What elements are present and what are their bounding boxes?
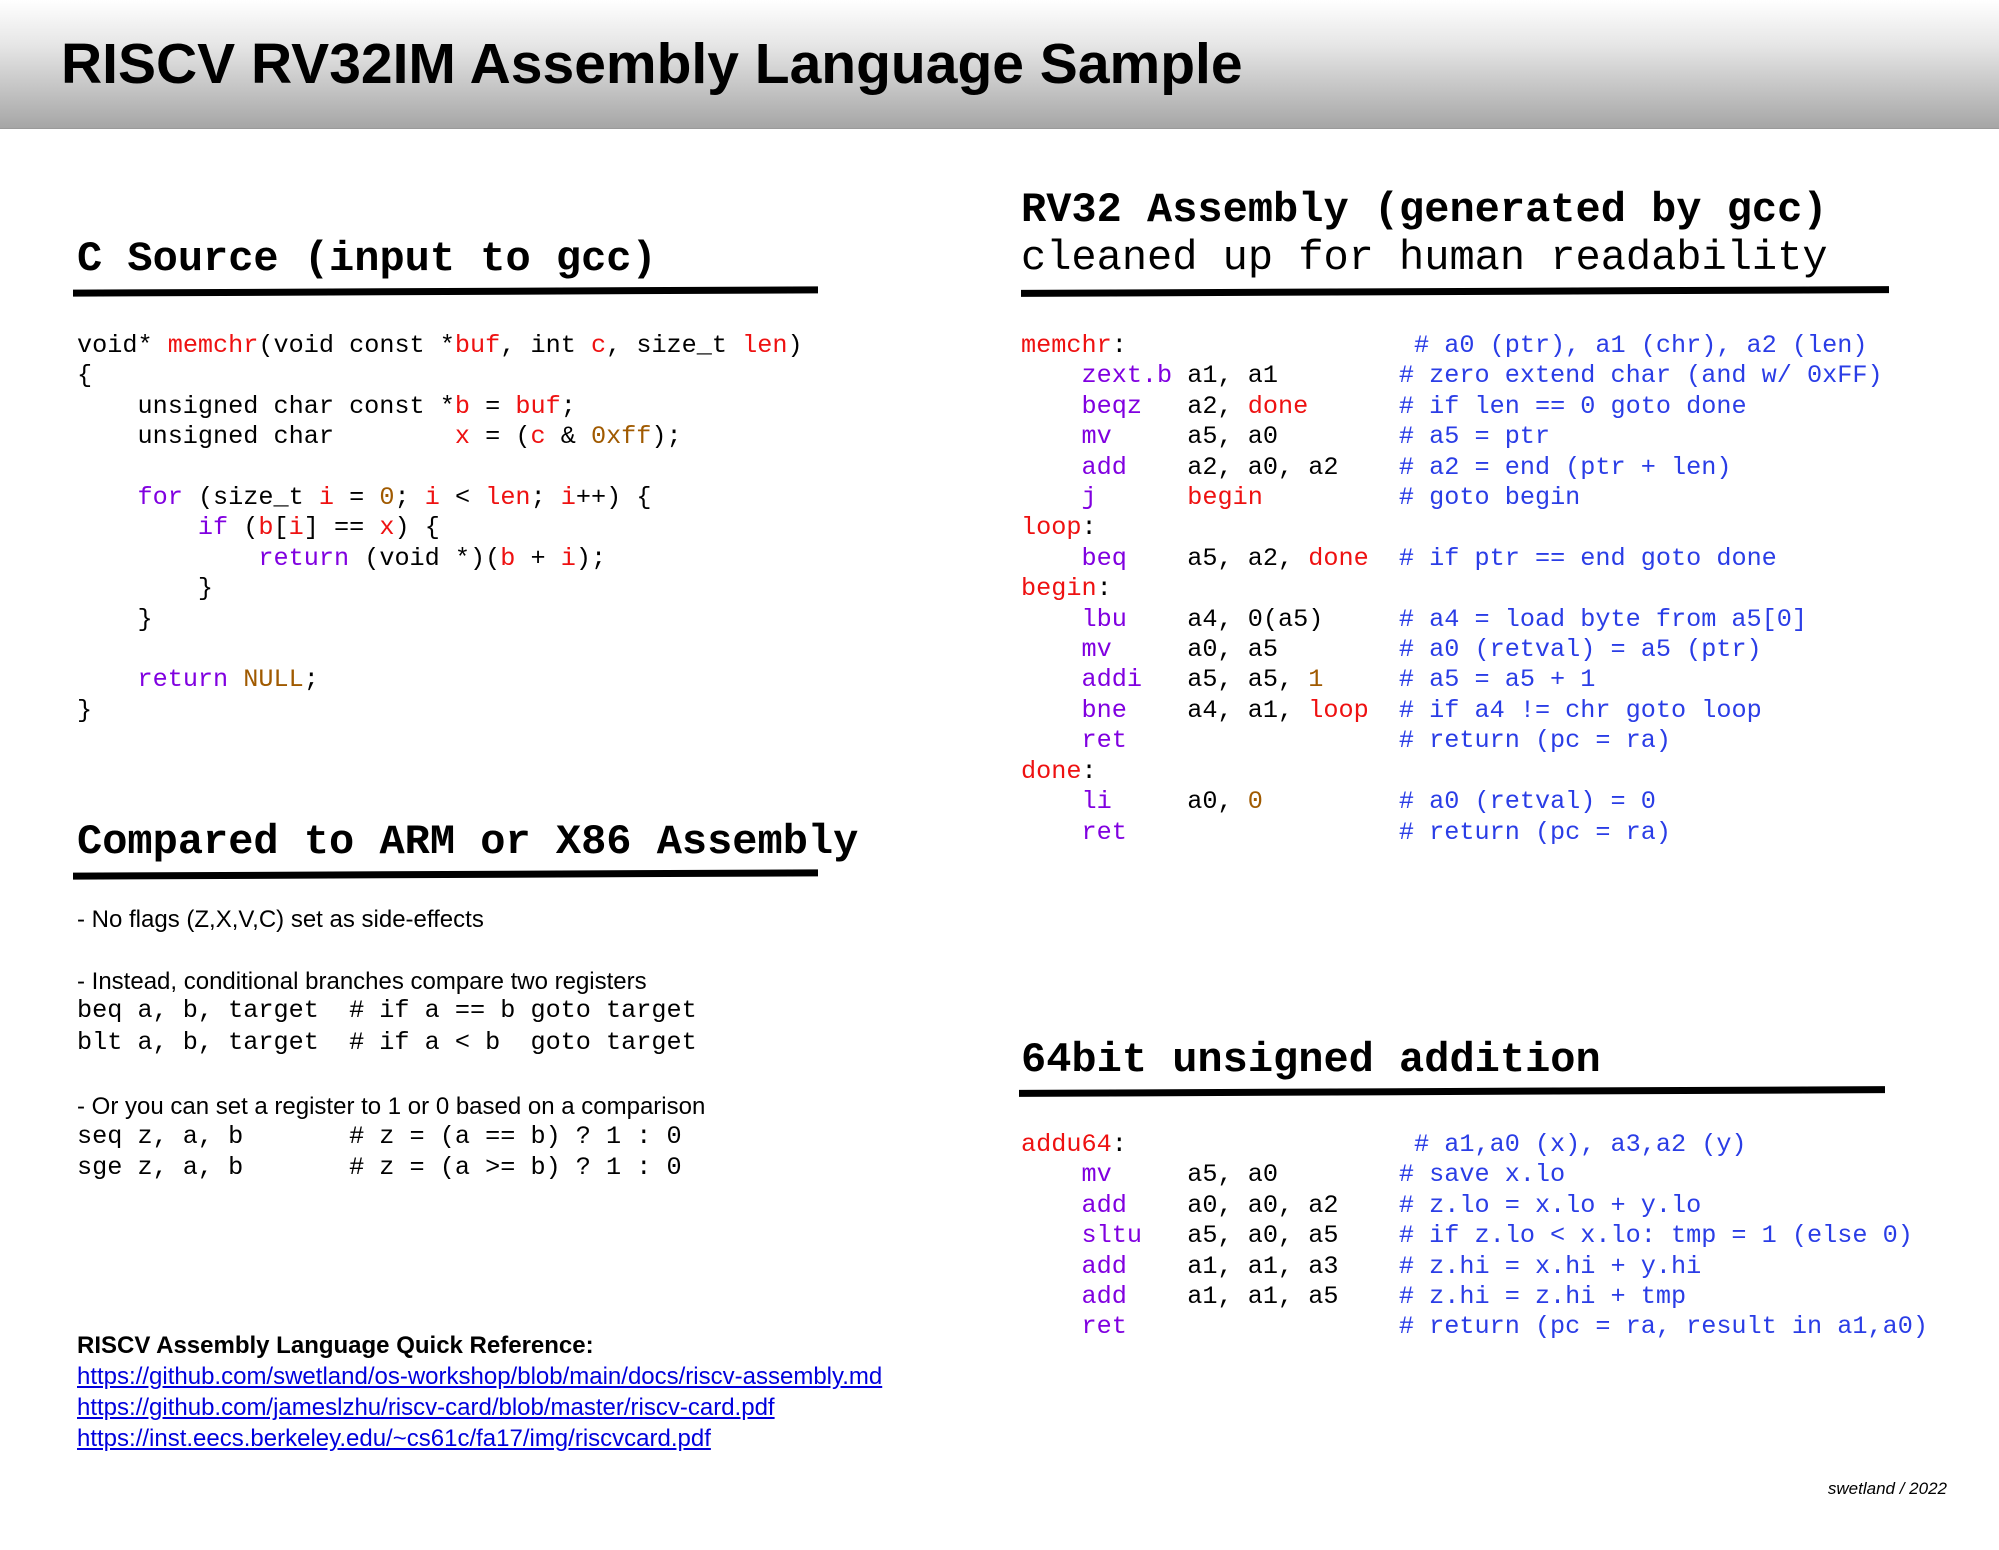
code-comment: # z.hi = x.hi + y.hi <box>1398 1251 1702 1281</box>
code-text <box>1021 453 1081 482</box>
code-text <box>1127 818 1399 847</box>
code-comment: # return (pc = ra) <box>1398 726 1671 756</box>
code-text: unsigned char <box>77 422 455 452</box>
code-line <box>77 331 803 360</box>
code-line <box>77 574 213 603</box>
code-keyword: ret <box>1081 726 1127 756</box>
code-comment: # save x.lo <box>1398 1160 1566 1190</box>
code-keyword: beq <box>1081 543 1127 573</box>
code-text: a5, a2, <box>1126 543 1309 573</box>
code-number: 0 <box>379 483 395 513</box>
code-keyword: mv <box>1081 1160 1112 1190</box>
code-identifier: b <box>258 513 274 543</box>
code-line <box>1021 1130 1747 1159</box>
code-text <box>1021 1282 1081 1311</box>
code-text: } <box>77 695 93 725</box>
code-text <box>1097 483 1188 512</box>
code-text: ( <box>228 513 259 543</box>
code-text: a2, <box>1141 391 1248 421</box>
code-text: ; <box>303 665 319 695</box>
code-keyword: addi <box>1081 665 1142 695</box>
code-keyword: ret <box>1081 1312 1127 1342</box>
code-line <box>1021 361 1883 390</box>
code-comment: # if z.lo < x.lo: tmp = 1 (else 0) <box>1398 1221 1913 1251</box>
code-identifier: done <box>1247 391 1309 421</box>
code-line <box>77 483 652 512</box>
code-comment: # return (pc = ra, result in a1,a0) <box>1398 1312 1928 1342</box>
code-text: a1, a1, a3 <box>1126 1251 1399 1281</box>
code-text <box>1263 483 1399 512</box>
code-text: , size_t <box>606 331 743 360</box>
code-identifier: x <box>454 422 470 452</box>
code-line <box>77 513 440 542</box>
code-identifier: i <box>424 483 440 513</box>
code-keyword: mv <box>1081 422 1112 452</box>
code-text: , int <box>500 331 591 360</box>
code-text: ); <box>575 543 607 573</box>
code-comment: # return (pc = ra) <box>1398 817 1671 847</box>
code-keyword: mv <box>1081 635 1112 665</box>
compare-heading-rule <box>73 869 818 879</box>
code-text <box>228 665 243 694</box>
code-text: a2, a0, a2 <box>1126 452 1399 482</box>
code-identifier: memchr <box>1021 331 1112 360</box>
code-identifier: c <box>530 422 546 452</box>
code-text: ); <box>651 422 682 452</box>
code-text <box>1021 483 1081 512</box>
code-text <box>1369 544 1399 573</box>
code-line <box>1021 726 1671 755</box>
code-keyword: return <box>258 543 350 573</box>
code-line <box>1021 574 1112 603</box>
reference-link-riscv-card[interactable]: https://github.com/jameslzhu/riscv-card/blob/master/riscv-card.pdf <box>77 1394 775 1421</box>
code-text <box>1021 1252 1081 1281</box>
code-line <box>1021 422 1550 451</box>
code-keyword: add <box>1081 1282 1127 1312</box>
code-text <box>1021 1191 1081 1220</box>
code-text: a1, a1 <box>1172 361 1399 391</box>
code-text: a4, 0(a5) <box>1126 604 1399 634</box>
code-comment: # a5 = a5 + 1 <box>1398 665 1596 695</box>
code-text <box>1263 787 1399 816</box>
code-text: [ <box>273 513 289 543</box>
code-comment: # if ptr == end goto done <box>1398 543 1777 573</box>
code-text: = <box>470 391 516 421</box>
code-identifier: b <box>500 543 516 573</box>
no-flags-note: - No flags (Z,X,V,C) set as side-effects <box>77 906 484 933</box>
code-text <box>1021 696 1081 725</box>
asm-heading-rule <box>1021 286 1889 297</box>
code-identifier: b <box>454 391 470 421</box>
code-line <box>1021 605 1807 634</box>
code-line <box>1021 483 1580 512</box>
code-text: ; <box>560 391 576 421</box>
code-identifier: done <box>1021 756 1082 786</box>
code-text: } <box>77 574 214 604</box>
code-comment: # a0 (ptr), a1 (chr), a2 (len) <box>1414 331 1868 360</box>
code-text: a4, a1, <box>1126 695 1309 725</box>
code-text: a5, a5, <box>1141 665 1309 695</box>
code-text: = ( <box>470 422 531 452</box>
code-comment: # a2 = end (ptr + len) <box>1398 452 1732 482</box>
code-text <box>1021 1160 1081 1189</box>
code-comment: # a0 (retval) = 0 <box>1398 787 1656 817</box>
code-keyword: lbu <box>1081 604 1127 634</box>
reference-link-os-workshop[interactable]: https://github.com/swetland/os-workshop/blob/main/docs/riscv-assembly.md <box>77 1363 883 1390</box>
code-line <box>1021 635 1762 664</box>
code-line <box>1021 331 1867 360</box>
code-text: ] == <box>303 513 380 543</box>
code-line <box>1021 1312 1928 1341</box>
code-identifier: done <box>1308 543 1369 573</box>
code-line <box>1021 818 1671 847</box>
code-text: } <box>77 604 153 634</box>
code-identifier: c <box>590 331 607 360</box>
code-text: : <box>1081 756 1097 786</box>
c-source-heading-rule <box>73 286 818 296</box>
code-text: (size_t <box>182 483 319 513</box>
code-text: : <box>1081 513 1097 543</box>
addition-heading-rule <box>1019 1086 1885 1097</box>
code-line <box>1021 757 1097 786</box>
code-text: { <box>77 361 93 391</box>
blt-example: blt a, b, target # if a < b goto target <box>77 1028 697 1057</box>
code-text: a5, a0, a5 <box>1141 1221 1399 1251</box>
code-keyword: return <box>137 665 229 695</box>
code-line <box>77 361 92 390</box>
c-source-code <box>77 331 803 726</box>
author-credit: swetland / 2022 <box>1827 1479 1947 1498</box>
code-text <box>1021 787 1081 816</box>
code-identifier: i <box>560 543 576 573</box>
addition-code <box>1021 1130 1928 1343</box>
title-banner <box>0 0 1999 129</box>
code-text: unsigned char const * <box>77 391 455 421</box>
code-text <box>1021 818 1081 847</box>
code-text <box>1021 544 1081 573</box>
sge-example: sge z, a, b # z = (a >= b) ? 1 : 0 <box>77 1153 682 1182</box>
code-text: ) <box>787 331 803 360</box>
code-identifier: begin <box>1021 574 1097 604</box>
code-identifier: memchr <box>167 331 259 360</box>
code-number: 0 <box>1247 787 1263 817</box>
code-line <box>1021 1221 1913 1250</box>
code-comment: # a0 (retval) = a5 (ptr) <box>1398 635 1762 665</box>
code-keyword: add <box>1081 452 1127 482</box>
code-line <box>1021 1252 1701 1281</box>
code-text: : <box>1111 331 1415 360</box>
code-identifier: i <box>560 483 576 513</box>
code-keyword: ret <box>1081 817 1127 847</box>
asm-code <box>1021 331 1883 848</box>
code-line <box>1021 696 1762 725</box>
code-comment: # if a4 != chr goto loop <box>1398 695 1762 725</box>
code-text: ; <box>530 483 561 513</box>
code-line <box>1021 392 1747 421</box>
code-text: a1, a1, a5 <box>1126 1282 1399 1312</box>
code-keyword: zext.b <box>1081 361 1173 391</box>
code-text <box>1127 726 1399 755</box>
code-comment: # a5 = ptr <box>1398 422 1551 452</box>
code-comment: # zero extend char (and w/ 0xFF) <box>1398 361 1883 391</box>
set-register-note: - Or you can set a register to 1 or 0 based on a comparison <box>77 1093 706 1120</box>
branches-note: - Instead, conditional branches compare two registers <box>77 968 647 995</box>
code-comment: # if len == 0 goto done <box>1398 391 1747 421</box>
code-line <box>77 392 576 421</box>
reference-link-berkeley-card[interactable]: https://inst.eecs.berkeley.edu/~cs61c/fa17/img/riscvcard.pdf <box>77 1425 711 1452</box>
code-text <box>77 544 258 573</box>
code-keyword: beqz <box>1081 391 1142 421</box>
code-identifier: loop <box>1021 513 1082 543</box>
seq-example: seq z, a, b # z = (a == b) ? 1 : 0 <box>77 1122 682 1151</box>
code-line <box>1021 787 1656 816</box>
code-keyword: li <box>1081 787 1112 817</box>
addition-heading: 64bit unsigned addition <box>1021 1036 1601 1084</box>
asm-subheading: cleaned up for human readability <box>1021 234 1828 282</box>
code-text: ++) { <box>575 483 652 513</box>
code-text: a0, a0, a2 <box>1126 1190 1399 1220</box>
code-line <box>1021 513 1097 542</box>
code-text: : <box>1096 574 1112 604</box>
asm-heading: RV32 Assembly (generated by gcc) <box>1021 186 1828 234</box>
c-source-heading: C Source (input to gcc) <box>77 235 657 283</box>
code-text <box>1021 635 1081 664</box>
reference-block <box>77 1330 882 1454</box>
code-keyword: add <box>1081 1251 1127 1281</box>
code-number: 1 <box>1308 665 1324 695</box>
reference-title: RISCV Assembly Language Quick Reference: <box>77 1332 594 1359</box>
code-text: = <box>334 483 380 513</box>
code-line <box>77 544 606 573</box>
code-text: a0, <box>1111 787 1248 817</box>
code-identifier: x <box>379 513 395 543</box>
page-title: RISCV RV32IM Assembly Language Sample <box>61 32 1243 96</box>
code-text: ; <box>394 483 425 513</box>
code-text <box>1021 1221 1081 1250</box>
code-line <box>77 696 92 725</box>
code-text <box>1021 605 1081 634</box>
code-keyword: add <box>1081 1190 1127 1220</box>
code-text <box>77 665 137 694</box>
code-line <box>1021 1282 1686 1311</box>
code-line <box>77 422 682 451</box>
code-text <box>1323 665 1399 694</box>
code-text <box>1021 665 1081 694</box>
code-text: (void *)( <box>349 543 501 573</box>
code-text: < <box>439 483 486 513</box>
code-comment: # goto begin <box>1398 483 1581 513</box>
code-number: 0xff <box>590 422 652 452</box>
code-text <box>1308 392 1399 421</box>
code-line <box>77 665 319 694</box>
code-text <box>1369 696 1399 725</box>
code-keyword: bne <box>1081 695 1127 725</box>
code-identifier: len <box>742 331 788 360</box>
code-text <box>77 513 198 542</box>
code-identifier: len <box>485 483 531 513</box>
code-text: + <box>515 543 561 573</box>
code-keyword: j <box>1081 483 1097 513</box>
code-identifier: loop <box>1308 695 1369 725</box>
code-text: : <box>1111 1130 1415 1159</box>
code-text <box>1127 1312 1399 1341</box>
compare-heading: Compared to ARM or X86 Assembly <box>77 818 859 866</box>
code-identifier: i <box>318 483 334 513</box>
code-text: void* <box>77 331 168 360</box>
code-line <box>1021 453 1731 482</box>
beq-example: beq a, b, target # if a == b goto target <box>77 996 697 1025</box>
code-line <box>77 605 153 634</box>
code-identifier: buf <box>515 391 561 421</box>
code-text: a5, a0 <box>1111 1160 1399 1190</box>
code-text <box>1021 422 1081 451</box>
code-text: & <box>545 422 591 452</box>
code-keyword: for <box>137 483 183 513</box>
code-keyword: sltu <box>1081 1221 1142 1251</box>
code-comment: # a4 = load byte from a5[0] <box>1398 604 1808 634</box>
code-line <box>1021 665 1595 694</box>
code-identifier: begin <box>1187 483 1263 513</box>
code-keyword: if <box>197 513 229 543</box>
code-line <box>1021 544 1777 573</box>
code-comment: # z.lo = x.lo + y.lo <box>1398 1190 1702 1220</box>
code-text: a0, a5 <box>1111 635 1399 665</box>
code-line <box>1021 1191 1701 1220</box>
code-text <box>1021 392 1081 421</box>
code-comment: # z.hi = z.hi + tmp <box>1398 1282 1687 1312</box>
code-identifier: i <box>288 513 304 543</box>
code-text <box>1021 726 1081 755</box>
code-number: NULL <box>243 665 304 695</box>
code-identifier: buf <box>454 331 501 360</box>
code-text: (void const * <box>258 331 455 360</box>
code-comment: # a1,a0 (x), a3,a2 (y) <box>1414 1130 1747 1159</box>
code-identifier: addu64 <box>1021 1130 1112 1159</box>
code-text: ) { <box>394 513 440 543</box>
code-text: a5, a0 <box>1111 422 1399 452</box>
code-line <box>1021 1160 1565 1189</box>
code-text <box>1021 1312 1081 1341</box>
code-text <box>77 483 137 512</box>
code-text <box>1021 361 1081 390</box>
